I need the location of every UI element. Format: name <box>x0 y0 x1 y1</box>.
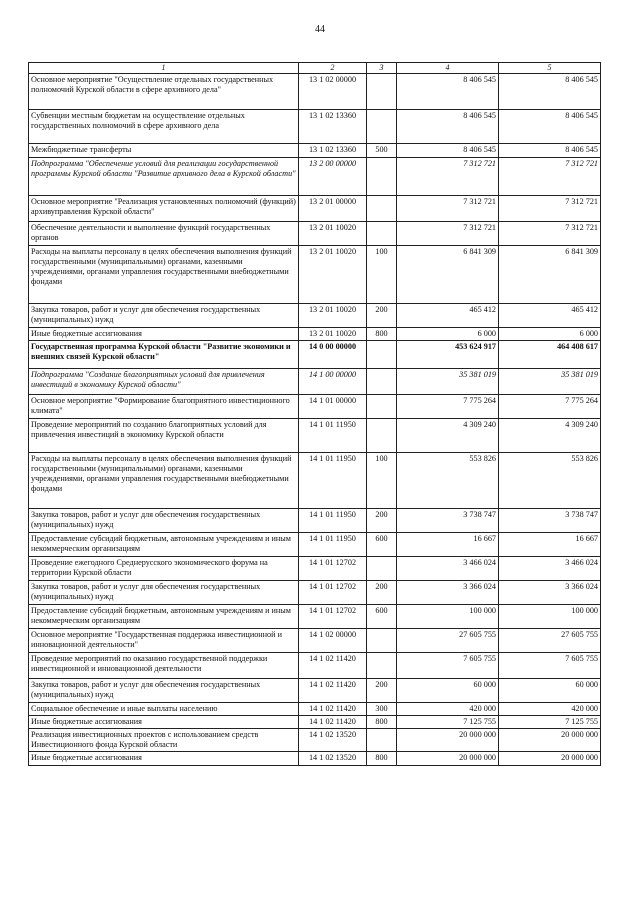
cell-name: Основное мероприятие "Осуществление отдельных государственных полномочий Курской области в сфере архивного дела" <box>29 73 299 109</box>
cell-code: 13 2 01 10020 <box>299 327 367 340</box>
table-row <box>29 715 601 728</box>
cell-amount-1: 8 406 545 <box>397 109 499 143</box>
cell-amount-2: 7 312 721 <box>499 157 601 195</box>
budget-table <box>28 62 601 766</box>
cell-code: 14 1 01 12702 <box>299 580 367 604</box>
cell-code: 14 1 02 11420 <box>299 715 367 728</box>
table-row <box>29 556 601 580</box>
column-header-amount-1: 4 <box>397 63 499 74</box>
cell-amount-1: 20 000 000 <box>397 728 499 751</box>
cell-amount-2: 7 775 264 <box>499 394 601 418</box>
cell-expense-kind <box>367 556 397 580</box>
cell-amount-1: 6 841 309 <box>397 245 499 303</box>
cell-expense-kind <box>367 728 397 751</box>
cell-code: 13 1 02 13360 <box>299 109 367 143</box>
cell-amount-1: 7 125 755 <box>397 715 499 728</box>
cell-amount-2: 35 381 019 <box>499 368 601 394</box>
cell-amount-1: 465 412 <box>397 303 499 327</box>
cell-amount-2: 7 125 755 <box>499 715 601 728</box>
table-row <box>29 368 601 394</box>
cell-amount-1: 3 738 747 <box>397 508 499 532</box>
page-number: 44 <box>315 24 325 35</box>
table-row <box>29 678 601 702</box>
cell-name: Иные бюджетные ассигнования <box>29 327 299 340</box>
table-row <box>29 652 601 678</box>
cell-name: Проведение мероприятий по созданию благоприятных условий для привлечения инвестиций в экономику Курской области <box>29 418 299 452</box>
cell-code: 14 1 01 12702 <box>299 556 367 580</box>
cell-code: 13 1 02 00000 <box>299 73 367 109</box>
cell-name: Проведение мероприятий по оказанию государственной поддержки инвестиционной и инновационной деятельности <box>29 652 299 678</box>
cell-amount-1: 100 000 <box>397 604 499 628</box>
cell-amount-2: 60 000 <box>499 678 601 702</box>
cell-code: 13 2 00 00000 <box>299 157 367 195</box>
cell-name: Основное мероприятие "Государственная поддержка инвестиционной и инновационной деятельности" <box>29 628 299 652</box>
cell-amount-2: 420 000 <box>499 702 601 715</box>
cell-name: Подпрограмма "Создание благоприятных условий для привлечения инвестиций в экономику Курской области" <box>29 368 299 394</box>
cell-name: Социальное обеспечение и иные выплаты населению <box>29 702 299 715</box>
cell-amount-2: 553 826 <box>499 452 601 508</box>
table-row <box>29 418 601 452</box>
cell-expense-kind: 200 <box>367 303 397 327</box>
cell-amount-2: 3 466 024 <box>499 556 601 580</box>
cell-expense-kind <box>367 73 397 109</box>
cell-amount-1: 8 406 545 <box>397 73 499 109</box>
cell-amount-2: 8 406 545 <box>499 73 601 109</box>
cell-name: Обеспечение деятельности и выполнение функций государственных органов <box>29 221 299 245</box>
cell-amount-1: 16 667 <box>397 532 499 556</box>
table-row <box>29 580 601 604</box>
cell-name: Закупка товаров, работ и услуг для обеспечения государственных (муниципальных) нужд <box>29 303 299 327</box>
cell-name: Основное мероприятие "Реализация установленных полномочий (функций) архивуправления Курской области" <box>29 195 299 221</box>
cell-code: 14 1 01 12702 <box>299 604 367 628</box>
cell-code: 13 2 01 00000 <box>299 195 367 221</box>
cell-expense-kind: 800 <box>367 327 397 340</box>
cell-amount-2: 7 312 721 <box>499 221 601 245</box>
cell-amount-2: 8 406 545 <box>499 109 601 143</box>
cell-amount-1: 60 000 <box>397 678 499 702</box>
cell-code: 14 1 01 11950 <box>299 532 367 556</box>
cell-amount-1: 35 381 019 <box>397 368 499 394</box>
cell-expense-kind: 800 <box>367 715 397 728</box>
cell-name: Расходы на выплаты персоналу в целях обеспечения выполнения функций государственными (муниципальными) органами, казенными учреждениями, органами управления государственными внебюджетными фондами <box>29 245 299 303</box>
cell-expense-kind <box>367 109 397 143</box>
cell-expense-kind: 200 <box>367 678 397 702</box>
table-row <box>29 157 601 195</box>
cell-amount-1: 6 000 <box>397 327 499 340</box>
cell-amount-2: 7 312 721 <box>499 195 601 221</box>
cell-name: Реализация инвестиционных проектов с использованием средств Инвестиционного фонда Курской области <box>29 728 299 751</box>
cell-amount-2: 464 408 617 <box>499 340 601 368</box>
cell-code: 13 2 01 10020 <box>299 221 367 245</box>
cell-amount-1: 453 624 917 <box>397 340 499 368</box>
cell-amount-2: 3 738 747 <box>499 508 601 532</box>
table-row <box>29 327 601 340</box>
cell-name: Иные бюджетные ассигнования <box>29 751 299 765</box>
table-row <box>29 303 601 327</box>
cell-code: 14 1 01 11950 <box>299 418 367 452</box>
table-row <box>29 109 601 143</box>
cell-name: Расходы на выплаты персоналу в целях обеспечения выполнения функций государственными (муниципальными) органами, казенными учреждениями, органами управления государственными внебюджетными фондами <box>29 452 299 508</box>
column-header-amount-2: 5 <box>499 63 601 74</box>
cell-amount-1: 7 605 755 <box>397 652 499 678</box>
table-row <box>29 508 601 532</box>
cell-expense-kind <box>367 221 397 245</box>
cell-name: Предоставление субсидий бюджетным, автономным учреждениям и иным некоммерческим организациям <box>29 532 299 556</box>
cell-expense-kind <box>367 157 397 195</box>
cell-name: Закупка товаров, работ и услуг для обеспечения государственных (муниципальных) нужд <box>29 508 299 532</box>
table-row <box>29 394 601 418</box>
table-row <box>29 221 601 245</box>
cell-expense-kind <box>367 652 397 678</box>
cell-amount-2: 3 366 024 <box>499 580 601 604</box>
cell-amount-1: 420 000 <box>397 702 499 715</box>
column-header-name: 1 <box>29 63 299 74</box>
cell-expense-kind: 500 <box>367 143 397 157</box>
table-row <box>29 728 601 751</box>
cell-amount-1: 4 309 240 <box>397 418 499 452</box>
cell-name: Межбюджетные трансферты <box>29 143 299 157</box>
table-row <box>29 452 601 508</box>
table-row <box>29 751 601 765</box>
cell-expense-kind: 300 <box>367 702 397 715</box>
cell-expense-kind: 800 <box>367 751 397 765</box>
cell-code: 14 1 01 00000 <box>299 394 367 418</box>
cell-name: Закупка товаров, работ и услуг для обеспечения государственных (муниципальных) нужд <box>29 678 299 702</box>
cell-amount-1: 7 312 721 <box>397 157 499 195</box>
cell-name: Предоставление субсидий бюджетным, автономным учреждениям и иным некоммерческим организациям <box>29 604 299 628</box>
table-row <box>29 340 601 368</box>
cell-expense-kind: 600 <box>367 604 397 628</box>
cell-code: 14 1 01 11950 <box>299 508 367 532</box>
cell-expense-kind <box>367 340 397 368</box>
cell-amount-1: 27 605 755 <box>397 628 499 652</box>
cell-amount-1: 7 312 721 <box>397 221 499 245</box>
cell-expense-kind: 600 <box>367 532 397 556</box>
cell-code: 14 1 02 11420 <box>299 652 367 678</box>
cell-code: 14 1 02 11420 <box>299 702 367 715</box>
cell-code: 14 1 00 00000 <box>299 368 367 394</box>
cell-expense-kind: 200 <box>367 580 397 604</box>
table-row <box>29 143 601 157</box>
table-row <box>29 628 601 652</box>
cell-code: 14 1 01 11950 <box>299 452 367 508</box>
cell-code: 14 1 02 00000 <box>299 628 367 652</box>
cell-amount-2: 100 000 <box>499 604 601 628</box>
cell-code: 13 1 02 13360 <box>299 143 367 157</box>
cell-code: 13 2 01 10020 <box>299 303 367 327</box>
cell-name: Проведение ежегодного Среднерусского экономического форума на территории Курской области <box>29 556 299 580</box>
column-header-code: 2 <box>299 63 367 74</box>
table-row <box>29 195 601 221</box>
cell-expense-kind: 100 <box>367 245 397 303</box>
cell-amount-2: 7 605 755 <box>499 652 601 678</box>
table-row <box>29 532 601 556</box>
cell-name: Основное мероприятие "Формирование благоприятного инвестиционного климата" <box>29 394 299 418</box>
cell-code: 14 1 02 13520 <box>299 751 367 765</box>
cell-expense-kind <box>367 418 397 452</box>
cell-code: 13 2 01 10020 <box>299 245 367 303</box>
cell-expense-kind: 100 <box>367 452 397 508</box>
cell-amount-1: 7 775 264 <box>397 394 499 418</box>
cell-amount-2: 20 000 000 <box>499 728 601 751</box>
cell-amount-2: 27 605 755 <box>499 628 601 652</box>
cell-amount-2: 8 406 545 <box>499 143 601 157</box>
cell-amount-2: 6 000 <box>499 327 601 340</box>
cell-name: Субвенции местным бюджетам на осуществление отдельных государственных полномочий в сфере архивного дела <box>29 109 299 143</box>
cell-expense-kind <box>367 394 397 418</box>
cell-amount-1: 553 826 <box>397 452 499 508</box>
cell-expense-kind <box>367 195 397 221</box>
cell-expense-kind <box>367 368 397 394</box>
table-row <box>29 73 601 109</box>
column-header-kind: 3 <box>367 63 397 74</box>
cell-amount-2: 4 309 240 <box>499 418 601 452</box>
cell-code: 14 1 02 13520 <box>299 728 367 751</box>
cell-name: Государственная программа Курской области "Развитие экономики и внешних связей Курской области" <box>29 340 299 368</box>
cell-name: Закупка товаров, работ и услуг для обеспечения государственных (муниципальных) нужд <box>29 580 299 604</box>
cell-amount-2: 16 667 <box>499 532 601 556</box>
cell-amount-1: 3 466 024 <box>397 556 499 580</box>
cell-amount-1: 7 312 721 <box>397 195 499 221</box>
cell-code: 14 1 02 11420 <box>299 678 367 702</box>
cell-expense-kind <box>367 628 397 652</box>
cell-amount-2: 6 841 309 <box>499 245 601 303</box>
cell-name: Иные бюджетные ассигнования <box>29 715 299 728</box>
cell-amount-1: 8 406 545 <box>397 143 499 157</box>
cell-amount-2: 20 000 000 <box>499 751 601 765</box>
cell-expense-kind: 200 <box>367 508 397 532</box>
cell-amount-1: 3 366 024 <box>397 580 499 604</box>
cell-amount-2: 465 412 <box>499 303 601 327</box>
cell-code: 14 0 00 00000 <box>299 340 367 368</box>
table-row <box>29 702 601 715</box>
table-row <box>29 604 601 628</box>
cell-amount-1: 20 000 000 <box>397 751 499 765</box>
table-header-row <box>29 63 601 74</box>
table-row <box>29 245 601 303</box>
cell-name: Подпрограмма "Обеспечение условий для реализации государственной программы Курской области "Развитие архивного дела в Курской области" <box>29 157 299 195</box>
